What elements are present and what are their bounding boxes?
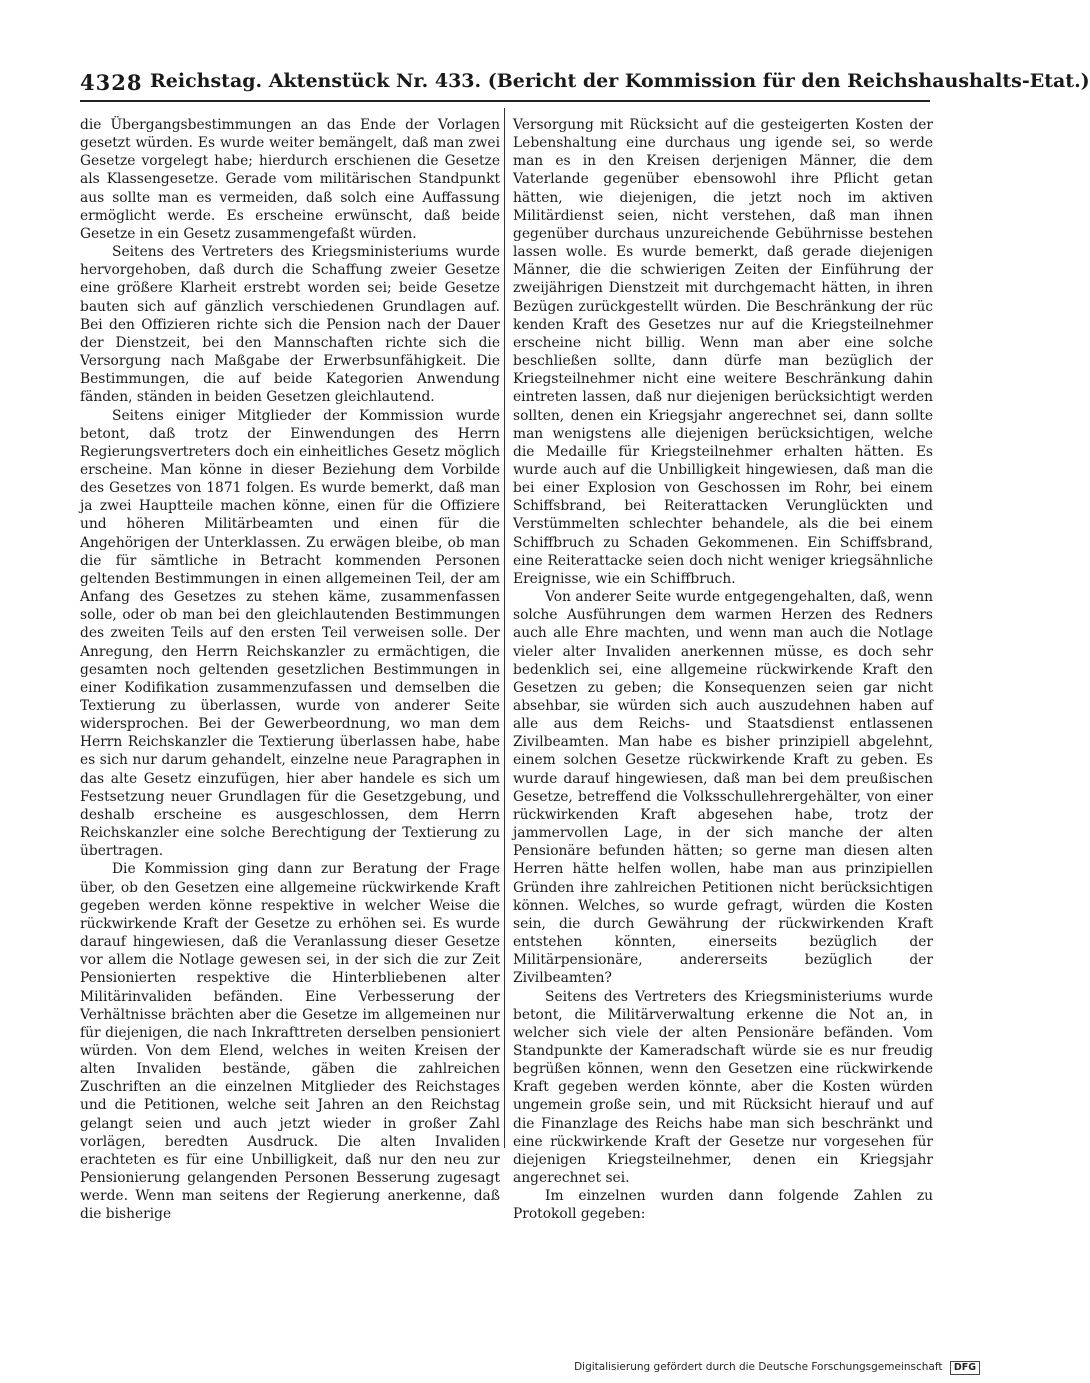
right-column	[513, 116, 933, 1223]
page-header	[80, 64, 1090, 100]
paragraph: Seitens des Vertreters des Kriegsministeriums wurde betont, die Militärverwaltung erkenne die Not an, in welcher sich viele der alten Pensionäre befänden. Vom Standpunkte der Kameradschaft würde sie es nur freudig begrüßen können, wenn den Gesetzen eine rückwirkende Kraft gegeben werden könnte, aber die Kosten würden ungemein große sein, und mit Rücksicht hierauf und auf die Finanzlage des Reichs habe man sich beschränkt und eine rückwirkende Kraft der Gesetze nur vorgesehen für diejenigen Kriegsteilnehmer, denen ein Kriegsjahr angerechnet sei.	[513, 988, 933, 1187]
paragraph: Seitens des Vertreters des Kriegsministeriums wurde hervorgehoben, daß durch die Schaffung zweier Gesetze eine größere Klarheit erstrebt worden sei; beide Gesetze bauten sich auf gänzlich verschiedenen Grundlagen auf. Bei den Offizieren richte sich die Pension nach der Dauer der Dienstzeit, bei den Mannschaften richte sich die Versorgung nach Maßgabe der Erwerbsunfähigkeit. Die Bestimmungen, die auf beide Kategorien Anwendung fänden, ständen in beiden Gesetzen gleichlautend.	[80, 244, 500, 406]
column-divider	[504, 108, 505, 1148]
paragraph: Im einzelnen wurden dann folgende Zahlen zu Protokoll gegeben:	[513, 1188, 933, 1223]
paragraph: Die Kommission ging dann zur Beratung der Frage über, ob den Gesetzen eine allgemeine rückwirkende Kraft gegeben werden könne respektive in welcher Weise die rückwirkende Kraft der Gesetze zu erhöhen sei. Es wurde darauf hingewiesen, daß die Veranlassung dieser Gesetze vor allem die Notlage gewesen sei, in der sich die zur Zeit Pensionierten respektive die Hinterbliebenen alter Militärinvaliden befänden. Eine Verbesserung der Verhältnisse brächten aber die Gesetze im allgemeinen nur für diejenigen, die nach Inkrafttreten derselben pensioniert würden. Von dem Elend, welches in weiten Kreisen der alten Invaliden bestände, gäben die zahlreichen Zuschriften an die einzelnen Mitglieder des Reichstages und die Petitionen, welche seit Jahren an den Reichstag gelangt seien und auch jetzt wieder in großer Zahl vorlägen, beredten Ausdruck. Die alten Invaliden erachteten es für eine Unbilligkeit, daß nur den neu zur Pensionierung gelangenden Personen Besserung zugesagt werde. Wenn man seitens der Regierung anerkenne, daß die bisherige	[80, 861, 500, 1223]
dfg-logo: DFG	[950, 1361, 980, 1375]
paragraph: die Übergangsbestimmungen an das Ende der Vorlagen gesetzt würden. Es wurde weiter bemängelt, daß man zwei Gesetze vorgelegt habe; hierdurch erschienen die Gesetze als Klassengesetze. Gerade vom militärischen Standpunkt aus sollte man es vermeiden, daß solch eine Auffassung ermöglicht werde. Es erscheine erwünscht, daß beide Gesetze in ein Gesetz zusammengefaßt würden.	[80, 117, 500, 242]
credit-text: Digitalisierung gefördert durch die Deutsche Forschungsgemeinschaft	[574, 1361, 943, 1373]
page-number: 4328	[80, 70, 143, 95]
digitization-credit	[574, 1361, 980, 1375]
header-rule	[80, 100, 930, 102]
left-column	[80, 116, 500, 1223]
paragraph: Versorgung mit Rücksicht auf die gesteigerten Kosten der Lebenshaltung eine durchaus ung igende sei, so werde man es in den Kreisen derjenigen Männer, die dem Vaterlande gegenüber ebensowohl ihre Pflicht getan hätten, wie diejenigen, die jetzt noch im aktiven Militärdienst seien, nicht verstehen, daß man ihnen gegenüber durchaus unzureichende Gebührnisse bestehen lassen wolle. Es wurde bemerkt, daß gerade diejenigen Männer, die die schwierigen Zeiten der Einführung der zweijährigen Dienstzeit mit durchgemacht hätten, in ihren Bezügen zurückgestellt würden. Die Beschränkung der rüc kenden Kraft des Gesetzes nur auf die Kriegsteilnehmer erscheine nicht billig. Wenn man aber eine solche beschließen sollte, dann dürfe man bezüglich der Kriegsteilnehmer nicht eine weitere Beschränkung dahin eintreten lassen, daß nur diejenigen berücksichtigt werden sollten, denen ein Kriegsjahr angerechnet sei, dann sollte man wenigstens alle diejenigen berücksichtigen, welche die Medaille für Kriegsteilnehmer erhalten hätten. Es wurde auch auf die Unbilligkeit hingewiesen, daß man die bei einer Explosion von Geschossen im Rohr, bei einem Schiffsbrand, bei Reiterattacken Verunglückten und Verstümmelten schlechter behandele, als die bei einem Schiffbruch zu Schaden Gekommenen. Ein Schiffsbrand, eine Reiterattacke seien doch nicht weniger kriegsähnliche Ereignisse, wie ein Schiffbruch.	[513, 117, 933, 587]
paragraph: Seitens einiger Mitglieder der Kommission wurde betont, daß trotz der Einwendungen des Herrn Regierungsvertreters doch ein einheitliches Gesetz möglich erscheine. Man könne in dieser Beziehung dem Vorbilde des Gesetzes von 1871 folgen. Es wurde bemerkt, daß man ja zwei Hauptteile machen könne, einen für die Offiziere und höheren Militärbeamten und einen für die Angehörigen der Unterklassen. Zu erwägen bleibe, ob man die für sämtliche in Betracht kommenden Personen geltenden Bestimmungen in einen allgemeinen Teil, der am Anfang des Gesetzes zu stehen käme, zusammenfassen solle, oder ob man bei den gleichlautenden Bestimmungen des zweiten Teils auf den ersten Teil verweisen solle. Der Anregung, den Herrn Reichskanzler zu ermächtigen, die gesamten noch geltenden gesetzlichen Bestimmungen in einer Kodifikation zusammenzufassen und demselben die Textierung zu überlassen, wurde von anderer Seite widersprochen. Bei der Gewerbeordnung, wo man dem Herrn Reichskanzler die Textierung überlassen habe, habe es sich nur darum gehandelt, einzelne neue Paragraphen in das alte Gesetz einzufügen, hier aber handele es sich um Festsetzung neuer Grundlagen für die Gesetzgebung, und deshalb erscheine es ausgeschlossen, dem Herrn Reichskanzler eine solche Berechtigung der Textierung zu übertragen.	[80, 407, 500, 860]
running-title: Reichstag. Aktenstück Nr. 433. (Bericht der Kommission für den Reichshaushalts-Etat.)	[150, 70, 1090, 92]
paragraph: Von anderer Seite wurde entgegengehalten, daß, wenn solche Ausführungen dem warmen Herzen des Redners auch alle Ehre machten, und wenn man auch die Notlage vieler alter Invaliden anerkennen müsse, es doch sehr bedenklich sei, eine allgemeine rückwirkende Kraft den Gesetzen zu geben; die Konsequenzen seien gar nicht absehbar, sie würden sich auch auszudehnen haben auf alle aus dem Reichs- und Staatsdienst entlassenen Zivilbeamten. Man habe es bisher prinzipiell abgelehnt, einem solchen Gesetze rückwirkende Kraft zu geben. Es wurde darauf hingewiesen, daß man bei dem preußischen Gesetze, betreffend die Volksschullehrergehälter, von einer rückwirkenden Kraft abgesehen habe, trotz der jammervollen Lage, in der sich manche der alten Pensionäre befunden hätten; so gerne man diesen alten Herren hätte helfen wollen, habe man aus prinzipiellen Gründen ihre zahlreichen Petitionen nicht berücksichtigen können. Welches, so wurde gefragt, würden die Kosten sein, die durch Gewährung der rückwirkenden Kraft entstehen könnten, einerseits bezüglich der Militärpensionäre, andererseits bezüglich der Zivilbeamten?	[513, 589, 933, 987]
